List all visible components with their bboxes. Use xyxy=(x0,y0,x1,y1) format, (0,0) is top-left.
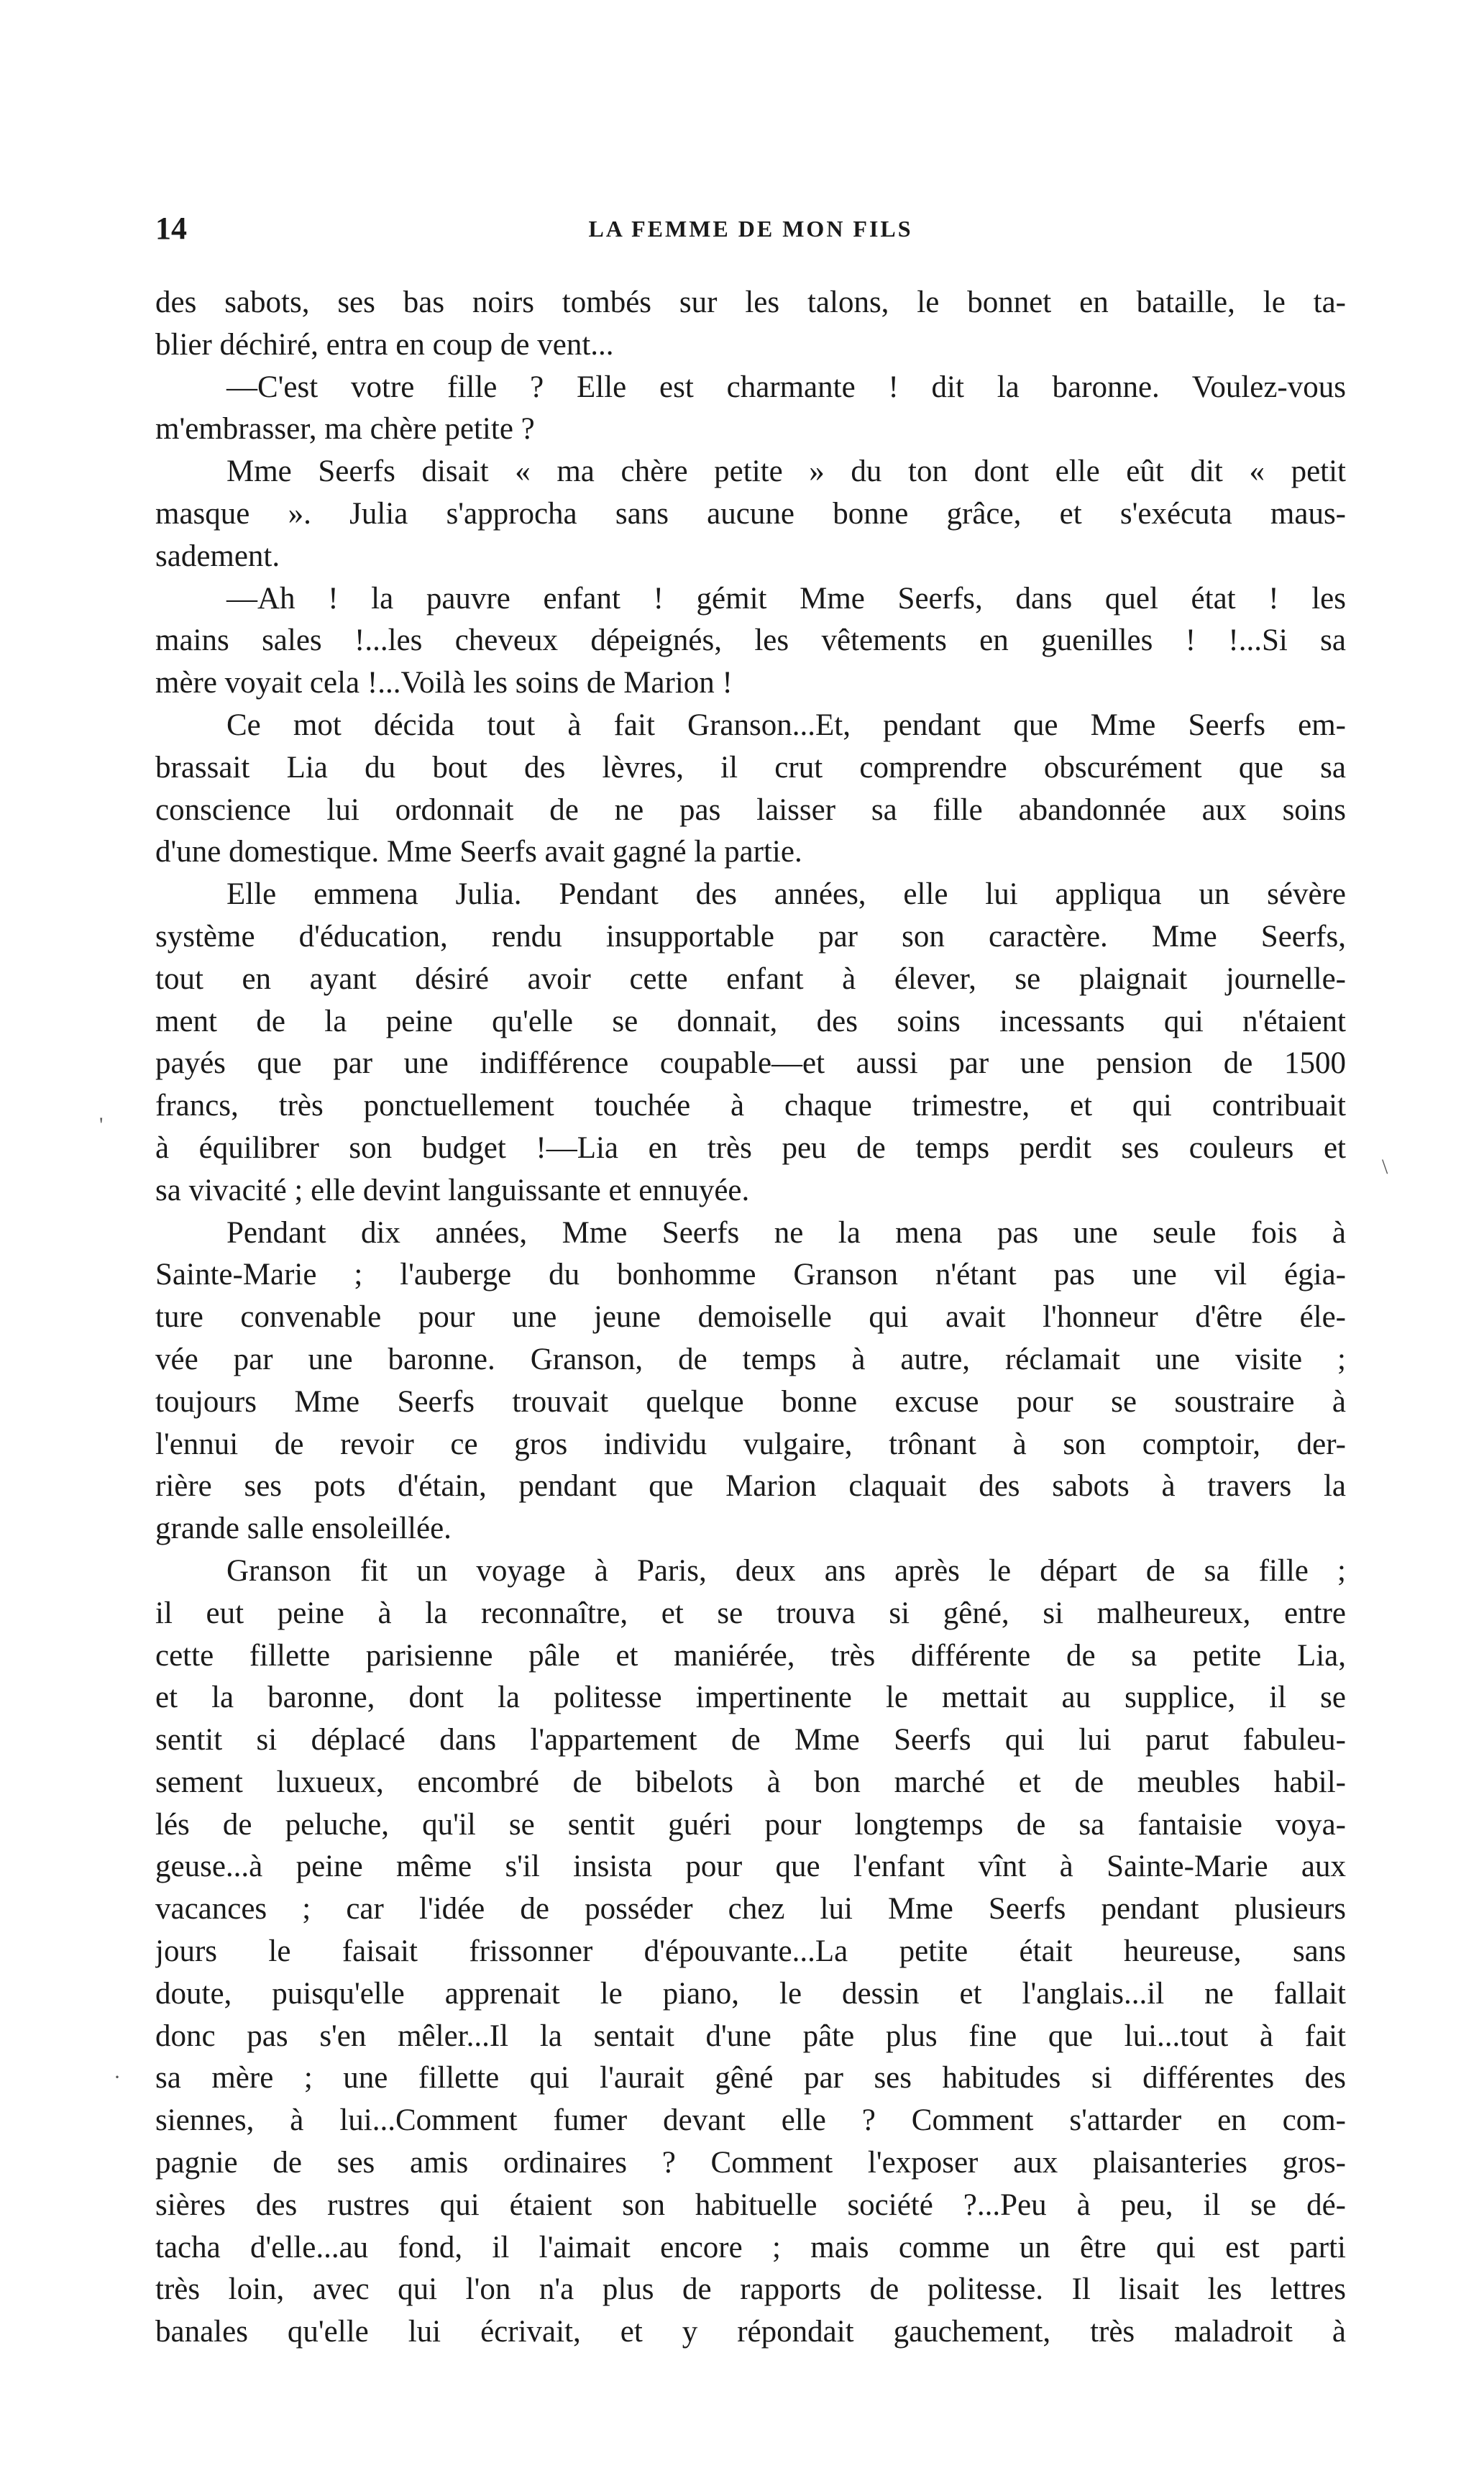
text-line: ture convenable pour une jeune demoiselle qui avait l'honneur d'être éle- xyxy=(155,1300,1346,1335)
text-line: d'une domestique. Mme Seerfs avait gagné la partie. xyxy=(155,835,802,869)
text-line: —C'est votre fille ? Elle est charmante ! dit la baronne. Voulez-vous xyxy=(226,370,1346,404)
text-line: mère voyait cela !...Voilà les soins de Marion ! xyxy=(155,666,733,700)
text-line: doute, puisqu'elle apprenait le piano, le dessin et l'anglais...il ne fallait xyxy=(155,1976,1346,2011)
text-line: —Ah ! la pauvre enfant ! gémit Mme Seerfs, dans quel état ! les xyxy=(226,581,1346,616)
text-line: vacances ; car l'idée de posséder chez lui Mme Seerfs pendant plusieurs xyxy=(155,1892,1346,1926)
margin-speck: ' xyxy=(99,1113,104,1137)
margin-speck: · xyxy=(114,2065,121,2089)
text-line: payés que par une indifférence coupable—et aussi par une pension de 1500 xyxy=(155,1046,1346,1081)
body-text xyxy=(155,282,1346,2354)
running-title: LA FEMME DE MON FILS xyxy=(588,216,913,242)
text-line: l'ennui de revoir ce gros individu vulgaire, trônant à son comptoir, der- xyxy=(155,1427,1346,1461)
text-line: rière ses pots d'étain, pendant que Marion claquait des sabots à travers la xyxy=(155,1469,1346,1504)
running-head xyxy=(155,207,1346,250)
text-line: Sainte-Marie ; l'auberge du bonhomme Granson n'étant pas une vil égia- xyxy=(155,1258,1346,1292)
text-line: Elle emmena Julia. Pendant des années, elle lui appliqua un sévère xyxy=(226,877,1346,912)
text-line: à équilibrer son budget !—Lia en très peu de temps perdit ses couleurs et xyxy=(155,1130,1346,1165)
text-line: toujours Mme Seerfs trouvait quelque bonne excuse pour se soustraire à xyxy=(155,1384,1346,1419)
text-line: conscience lui ordonnait de ne pas laisser sa fille abandonnée aux soins xyxy=(155,792,1346,827)
text-line: Pendant dix années, Mme Seerfs ne la mena pas une seule fois à xyxy=(226,1215,1346,1250)
text-line: francs, très ponctuellement touchée à chaque trimestre, et qui contribuait xyxy=(155,1089,1346,1123)
text-line: tout en ayant désiré avoir cette enfant à élever, se plaignait journelle- xyxy=(155,961,1346,996)
text-line: lés de peluche, qu'il se sentit guéri pour longtemps de sa fantaisie voya- xyxy=(155,1807,1346,1842)
text-line: sa mère ; une fillette qui l'aurait gêné par ses habitudes si différentes des xyxy=(155,2061,1346,2095)
text-line: m'embrasser, ma chère petite ? xyxy=(155,412,535,447)
text-line: grande salle ensoleillée. xyxy=(155,1512,452,1546)
text-line: sentit si déplacé dans l'appartement de Mme Seerfs qui lui parut fabuleu- xyxy=(155,1723,1346,1757)
text-line: Granson fit un voyage à Paris, deux ans après le départ de sa fille ; xyxy=(226,1553,1346,1588)
text-line: tacha d'elle...au fond, il l'aimait encore ; mais comme un être qui est parti xyxy=(155,2230,1346,2264)
text-line: cette fillette parisienne pâle et maniérée, très différente de sa petite Lia, xyxy=(155,1638,1346,1673)
text-line: sadement. xyxy=(155,539,280,573)
text-line: donc pas s'en mêler...Il la sentait d'une pâte plus fine que lui...tout à fait xyxy=(155,2019,1346,2053)
text-line: sières des rustres qui étaient son habituelle société ?...Peu à peu, il se dé- xyxy=(155,2188,1346,2222)
text-line: Mme Seerfs disait « ma chère petite » du ton dont elle eût dit « petit xyxy=(226,454,1346,489)
text-line: banales qu'elle lui écrivait, et y répondait gauchement, très maladroit à xyxy=(155,2315,1346,2349)
text-line: sa vivacité ; elle devint languissante et ennuyée. xyxy=(155,1173,750,1207)
text-line: des sabots, ses bas noirs tombés sur les talons, le bonnet en bataille, le ta- xyxy=(155,285,1346,319)
text-line: brassait Lia du bout des lèvres, il crut comprendre obscurément que sa xyxy=(155,750,1346,785)
text-line: sement luxueux, encombré de bibelots à bon marché et de meubles habil- xyxy=(155,1765,1346,1799)
text-line: mains sales !...les cheveux dépeignés, les vêtements en guenilles ! !...Si sa xyxy=(155,623,1346,658)
text-line: blier déchiré, entra en coup de vent... xyxy=(155,327,614,362)
text-line: il eut peine à la reconnaître, et se trouva si gêné, si malheureux, entre xyxy=(155,1596,1346,1630)
text-line: et la baronne, dont la politesse impertinente le mettait au supplice, il se xyxy=(155,1681,1346,1715)
text-line: vée par une baronne. Granson, de temps à autre, réclamait une visite ; xyxy=(155,1342,1346,1376)
text-line: siennes, à lui...Comment fumer devant elle ? Comment s'attarder en com- xyxy=(155,2103,1346,2138)
text-line: système d'éducation, rendu insupportable par son caractère. Mme Seerfs, xyxy=(155,919,1346,954)
text-line: masque ». Julia s'approcha sans aucune bonne grâce, et s'exécuta maus- xyxy=(155,496,1346,531)
text-line: pagnie de ses amis ordinaires ? Comment l'exposer aux plaisanteries gros- xyxy=(155,2146,1346,2180)
margin-speck: \ xyxy=(1382,1155,1388,1179)
text-line: ment de la peine qu'elle se donnait, des soins incessants qui n'étaient xyxy=(155,1004,1346,1038)
text-line: Ce mot décida tout à fait Granson...Et, pendant que Mme Seerfs em- xyxy=(226,708,1346,742)
page-number: 14 xyxy=(155,211,187,246)
text-line: jours le faisait frissonner d'épouvante...La petite était heureuse, sans xyxy=(155,1934,1346,1969)
text-line: geuse...à peine même s'il insista pour que l'enfant vînt à Sainte-Marie aux xyxy=(155,1850,1346,1884)
text-line: très loin, avec qui l'on n'a plus de rapports de politesse. Il lisait les lettres xyxy=(155,2272,1346,2307)
